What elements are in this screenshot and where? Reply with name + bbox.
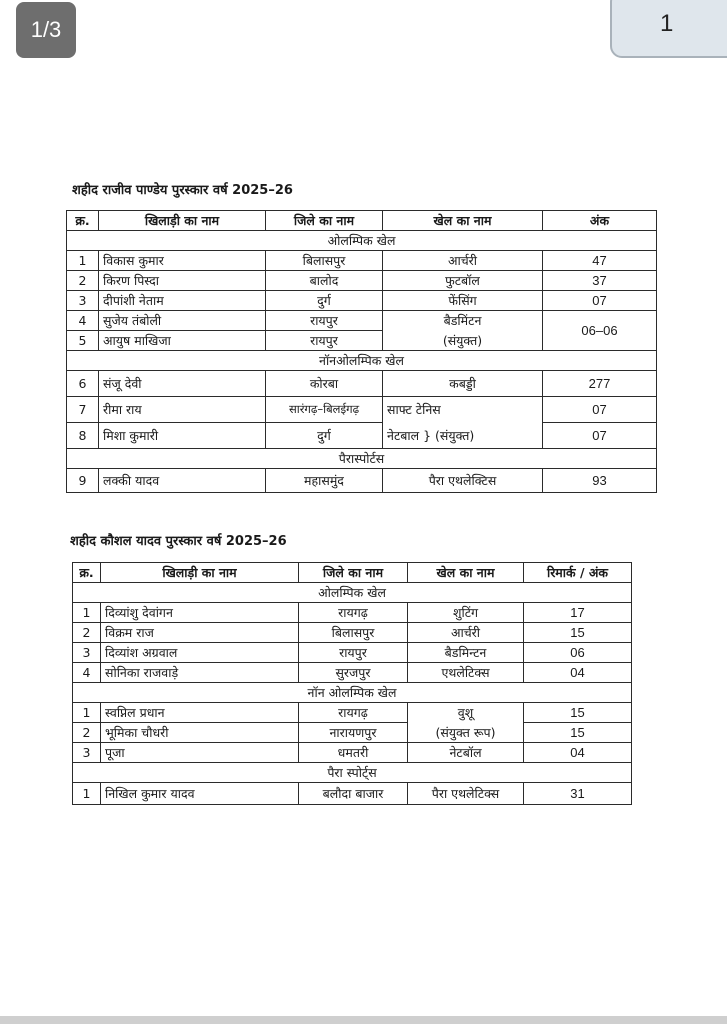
district-cell: रायगढ़ — [299, 603, 408, 623]
sport-cell: एथलेटिक्स — [408, 663, 524, 683]
header-remark: रिमार्क / अंक — [524, 563, 632, 583]
sport-cell — [383, 423, 543, 449]
score-cell: 06 — [524, 643, 632, 663]
name-cell: भूमिका चौधरी — [101, 723, 299, 743]
score-cell: 17 — [524, 603, 632, 623]
name-cell: आयुष माखिजा — [99, 331, 266, 351]
district-cell: बिलासपुर — [299, 623, 408, 643]
header-district: जिले का नाम — [299, 563, 408, 583]
name-cell: विकास कुमार — [99, 251, 266, 271]
score-cell: 15 — [524, 723, 632, 743]
table-row — [73, 623, 632, 643]
name-cell: दिव्यांशु देवांगन — [101, 603, 299, 623]
sport-cell: बैडमिन्टन — [408, 643, 524, 663]
district-cell: कोरबा — [266, 371, 383, 397]
sr-cell: 3 — [73, 743, 101, 763]
rajeev-pandey-table — [66, 210, 657, 493]
sr-cell: 2 — [73, 723, 101, 743]
section-olympic: ओलम्पिक खेल — [67, 231, 657, 251]
table-row — [73, 703, 632, 723]
table-row — [73, 723, 632, 743]
sr-cell: 8 — [67, 423, 99, 449]
sr-cell: 4 — [67, 311, 99, 331]
kaushal-yadav-table — [72, 562, 632, 805]
sport-cell: आर्चरी — [383, 251, 543, 271]
section-para-sports: पैरास्पोर्टस — [67, 449, 657, 469]
header-sr: क्र. — [73, 563, 101, 583]
name-cell: दीपांशी नेताम — [99, 291, 266, 311]
district-cell: रायगढ़ — [299, 703, 408, 723]
sport-cell: शुटिंग — [408, 603, 524, 623]
sport-cell: पैरा एथलेक्टिस — [383, 469, 543, 493]
sport-cell: फेंसिंग — [383, 291, 543, 311]
name-cell: दिव्यांश अग्रवाल — [101, 643, 299, 663]
sr-cell: 1 — [73, 703, 101, 723]
sr-cell: 6 — [67, 371, 99, 397]
score-cell: 37 — [543, 271, 657, 291]
score-cell: 277 — [543, 371, 657, 397]
table-row — [67, 423, 657, 449]
score-cell: 07 — [543, 423, 657, 449]
score-cell: 31 — [524, 783, 632, 805]
sr-cell: 2 — [67, 271, 99, 291]
sr-cell: 1 — [67, 251, 99, 271]
section-non-olympic: नॉन ओलम्पिक खेल — [73, 683, 632, 703]
sport-cell: बैडमिंटन — [383, 311, 543, 331]
table-row — [67, 371, 657, 397]
score-cell: 06–06 — [543, 311, 657, 351]
name-cell: सुजेय तंबोली — [99, 311, 266, 331]
section-non-olympic: नॉनओलम्पिक खेल — [67, 351, 657, 371]
header-district: जिले का नाम — [266, 211, 383, 231]
district-cell: दुर्ग — [266, 423, 383, 449]
table-row — [67, 251, 657, 271]
name-cell: किरण पिस्दा — [99, 271, 266, 291]
sr-cell: 3 — [73, 643, 101, 663]
name-cell: संजू देवी — [99, 371, 266, 397]
district-cell: रायपुर — [299, 643, 408, 663]
name-cell: स्वप्निल प्रधान — [101, 703, 299, 723]
score-cell: 15 — [524, 703, 632, 723]
sport-cell: फुटबॉल — [383, 271, 543, 291]
section-para-sports: पैरा स्पोर्ट्स — [73, 763, 632, 783]
sr-cell: 4 — [73, 663, 101, 683]
score-cell: 04 — [524, 743, 632, 763]
table-row — [67, 291, 657, 311]
district-cell: सारंगढ़–बिलईगढ़ — [266, 397, 383, 423]
district-cell: महासमुंद — [266, 469, 383, 493]
sport-cell: साफ्ट टेनिस — [383, 397, 543, 423]
sport-cell: वुशू — [408, 703, 524, 723]
sr-cell: 1 — [73, 603, 101, 623]
sr-cell: 9 — [67, 469, 99, 493]
table-row — [67, 469, 657, 493]
joint-note: } (संयुक्त) — [423, 427, 475, 443]
table-row — [73, 743, 632, 763]
header-sport: खेल का नाम — [383, 211, 543, 231]
sr-cell: 2 — [73, 623, 101, 643]
table-row — [73, 783, 632, 805]
section-olympic: ओलम्पिक खेल — [73, 583, 632, 603]
sport-cell: नेटबॉल — [408, 743, 524, 763]
sport-cell: आर्चरी — [408, 623, 524, 643]
district-cell: धमतरी — [299, 743, 408, 763]
name-cell: विक्रम राज — [101, 623, 299, 643]
district-cell: बलौदा बाजार — [299, 783, 408, 805]
name-cell: पूजा — [101, 743, 299, 763]
award-title-rajeev-pandey: शहीद राजीव पाण्डेय पुरस्कार वर्ष 2025–26 — [72, 183, 293, 198]
header-sr: क्र. — [67, 211, 99, 231]
header-name: खिलाड़ी का नाम — [101, 563, 299, 583]
score-cell: 07 — [543, 291, 657, 311]
name-cell: सोनिका राजवाड़े — [101, 663, 299, 683]
district-cell: दुर्ग — [266, 291, 383, 311]
name-cell: रीमा राय — [99, 397, 266, 423]
table-row — [73, 643, 632, 663]
bottom-scroll-bar — [0, 1016, 727, 1024]
sr-cell: 5 — [67, 331, 99, 351]
table-header-row — [73, 563, 632, 583]
table-row — [67, 397, 657, 423]
sport-cell: (संयुक्त रूप) — [408, 723, 524, 743]
district-cell: रायपुर — [266, 311, 383, 331]
table-row — [73, 663, 632, 683]
sport-cell: कबड्डी — [383, 371, 543, 397]
header-sport: खेल का नाम — [408, 563, 524, 583]
district-cell: बालोद — [266, 271, 383, 291]
sr-cell: 3 — [67, 291, 99, 311]
table-header-row — [67, 211, 657, 231]
score-cell: 15 — [524, 623, 632, 643]
header-name: खिलाड़ी का नाम — [99, 211, 266, 231]
score-cell: 93 — [543, 469, 657, 493]
table-row — [73, 603, 632, 623]
district-cell: सुरजपुर — [299, 663, 408, 683]
sport-cell: पैरा एथलेटिक्स — [408, 783, 524, 805]
award-title-kaushal-yadav: शहीद कौशल यादव पुरस्कार वर्ष 2025–26 — [70, 534, 287, 549]
name-cell: लक्की यादव — [99, 469, 266, 493]
sport-name: नेटबाल — [387, 427, 420, 443]
district-cell: बिलासपुर — [266, 251, 383, 271]
district-cell: नारायणपुर — [299, 723, 408, 743]
district-cell: रायपुर — [266, 331, 383, 351]
table-row — [67, 271, 657, 291]
page-number-tab[interactable]: 1 — [610, 0, 727, 58]
name-cell: मिशा कुमारी — [99, 423, 266, 449]
sr-cell: 7 — [67, 397, 99, 423]
header-score: अंक — [543, 211, 657, 231]
score-cell: 04 — [524, 663, 632, 683]
sr-cell: 1 — [73, 783, 101, 805]
name-cell: निखिल कुमार यादव — [101, 783, 299, 805]
table-row — [67, 311, 657, 331]
score-cell: 07 — [543, 397, 657, 423]
sport-cell: (संयुक्त) — [383, 331, 543, 351]
page-indicator[interactable]: 1/3 — [16, 2, 76, 58]
score-cell: 47 — [543, 251, 657, 271]
